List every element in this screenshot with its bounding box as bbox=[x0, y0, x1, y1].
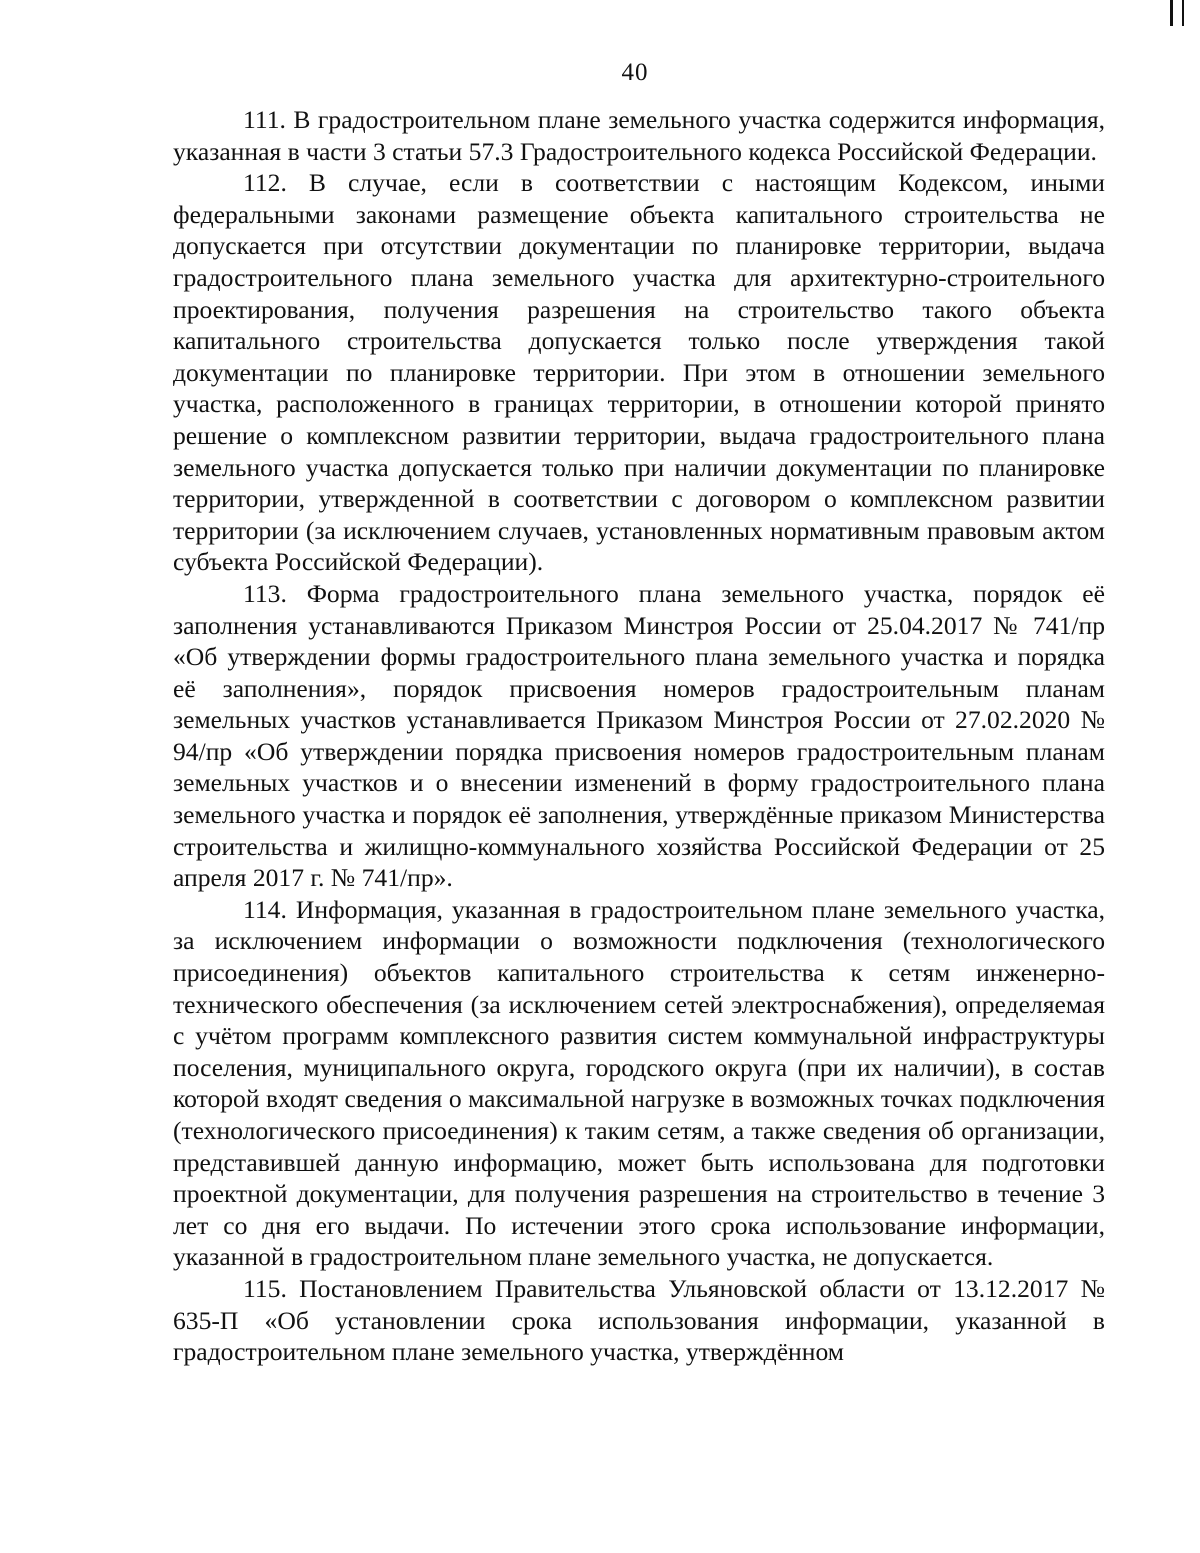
paragraph-115: 115. Постановлением Правительства Ульяновской области от 13.12.2017 № 635-П «Об установлении срока использования информации, указанной в градостроительном плане земельного участка, утверждённом bbox=[173, 1273, 1105, 1367]
paragraph-111: 111. В градостроительном плане земельного участка содержится информация, указанная в части 3 статьи 57.3 Градостроительного кодекса Российской Федерации. bbox=[173, 105, 1105, 166]
paragraph-112: 112. В случае, если в соответствии с настоящим Кодексом, иными федеральными законами размещение объекта капитального строительства не допускается при отсутствии документации по планировке территории, выдача градостроительного плана земельного участка для архитектурно-строительного проектирования, получения разрешения на строительство такого объекта капитального строительства допускается только после утверждения такой документации по планировке территории. При этом в отношении земельного участка, расположенного в границах территории, в отношении которой принято решение о комплексном развитии территории, выдача градостроительного плана земельного участка допускается только при наличии документации по планировке территории, утвержденной в соответствии с договором о комплексном развитии территории (за исключением случаев, установленных нормативным правовым актом субъекта Российской Федерации). bbox=[173, 168, 1105, 577]
scan-edge-mark bbox=[1170, 0, 1184, 26]
document-body bbox=[173, 104, 1105, 1368]
paragraph-114: 114. Информация, указанная в градостроительном плане земельного участка, за исключением информации о возможности подключения (технологического присоединения) объектов капитального строительства к сетям инженерно-технического обеспечения (за исключением сетей электроснабжения), определяемая с учётом программ комплексного развития систем коммунальной инфраструктуры поселения, муниципального округа, городского округа (при их наличии), в состав которой входят сведения о максимальной нагрузке в возможных точках подключения (технологического присоединения) к таким сетям, а также сведения об организации, представившей данную информацию, может быть использована для подготовки проектной документации, для получения разрешения на строительство в течение 3 лет со дня его выдачи. По истечении этого срока использование информации, указанной в градостроительном плане земельного участка, не допускается. bbox=[173, 894, 1105, 1272]
page-number: 40 bbox=[621, 59, 649, 86]
paragraph-113: 113. Форма градостроительного плана земельного участка, порядок её заполнения устанавливаются Приказом Минстроя России от 25.04.2017 № 741/пр «Об утверждении формы градостроительного плана земельного участка и порядка её заполнения», порядок присвоения номеров градостроительным планам земельных участков устанавливается Приказом Минстроя России от 27.02.2020 № 94/пр «Об утверждении порядка присвоения номеров градостроительным планам земельных участков и о внесении изменений в форму градостроительного плана земельного участка и порядок её заполнения, утверждённые приказом Министерства строительства и жилищно-коммунального хозяйства Российской Федерации от 25 апреля 2017 г. № 741/пр». bbox=[173, 578, 1105, 893]
